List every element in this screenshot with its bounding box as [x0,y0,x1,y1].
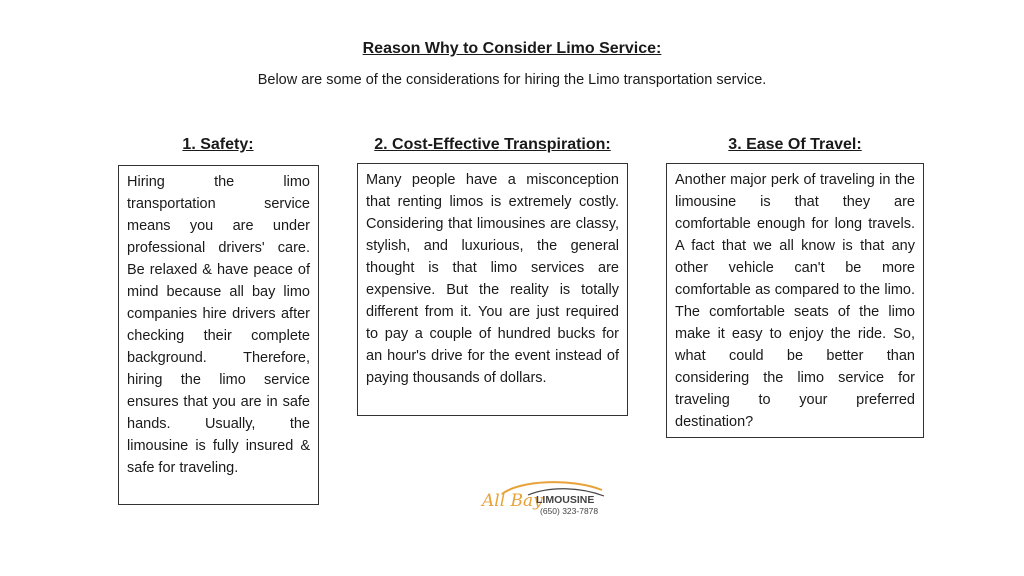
cost-effective-heading: 2. Cost-Effective Transpiration: [374,136,611,153]
cost-effective-box [357,163,628,416]
logo-wordmark: LIMOUSINE [536,494,595,506]
cost-effective-text: Many people have a misconception that renting limos is extremely costly. Considering that limousines are classy, stylish, and luxurious, the general thought is that limo services are expensive. But the reality is totally different from it. You are just required to pay a couple of hundred bucks for an hour's drive for the event instead of paying thousands of dollars. [366,172,619,386]
logo-script: All Bay [482,491,543,511]
page-title: Reason Why to Consider Limo Service: [362,40,662,57]
ease-of-travel-heading: 3. Ease Of Travel: [728,136,862,153]
logo-phone: (650) 323-7878 [540,506,599,516]
all-bay-limousine-logo [480,478,610,520]
ease-of-travel-text: Another major perk of traveling in the limousine is that they are comfortable enough for long travels. A fact that we all know is that any other vehicle can't be more comfortable as compared to the limo. The comfortable seats of the limo make it easy to enjoy the ride. So, what could be better than considering the limo service for traveling to your preferred destination? [675,172,915,430]
logo-graphic [480,478,610,520]
ease-of-travel-box [666,163,924,438]
safety-heading: 1. Safety: [182,136,254,153]
safety-text: Hiring the limo transportation service means you are under professional drivers' care. Be relaxed & have peace of mind because all bay limo companies hire drivers after checking their complete background. Therefore, hiring the limo service ensures that you are in safe hands. Usually, the limousine is fully insured & safe for traveling. [127,174,310,476]
page-subtitle: Below are some of the considerations for hiring the Limo transportation service. [257,72,767,88]
safety-box [118,165,319,505]
